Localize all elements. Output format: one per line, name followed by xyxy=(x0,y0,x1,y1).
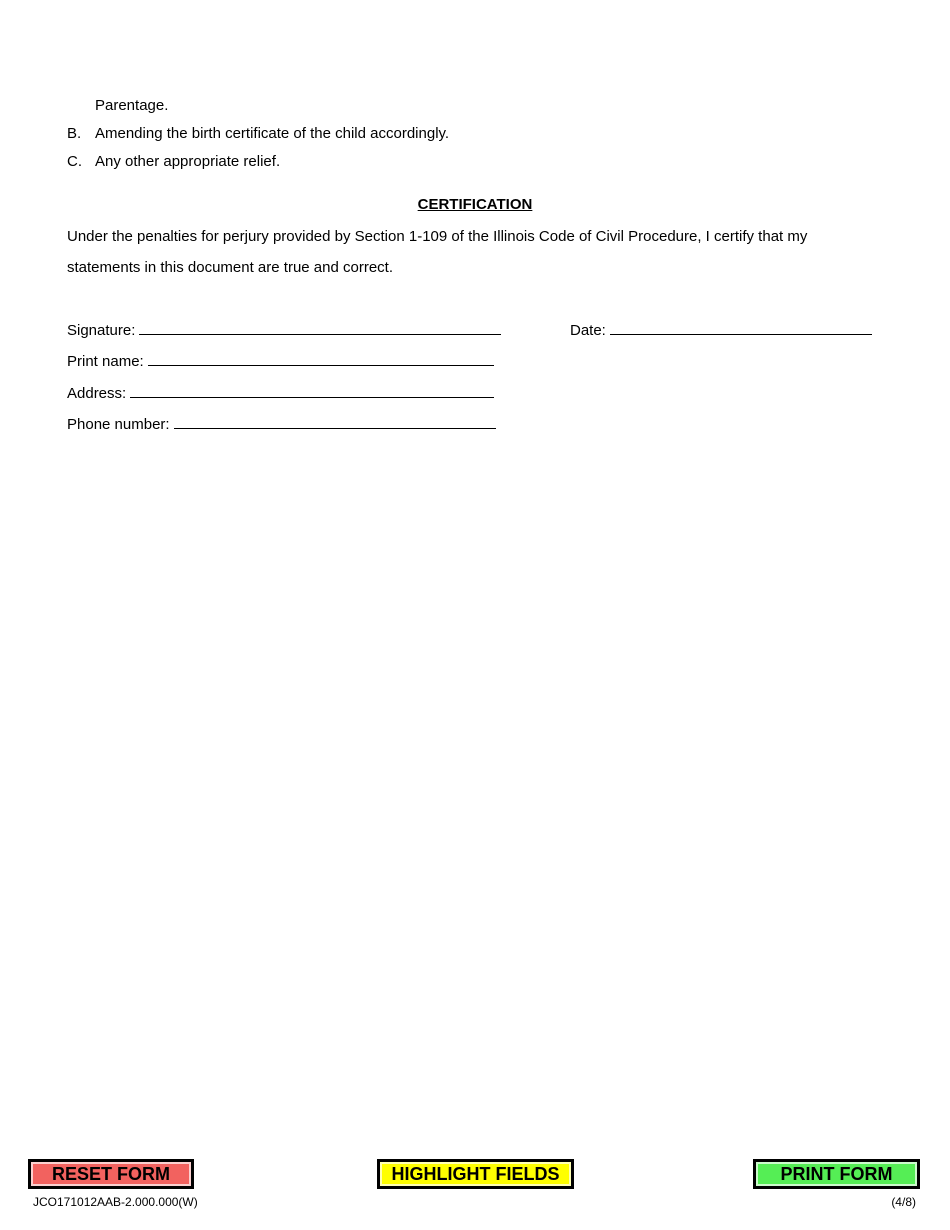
relief-item-letter: B. xyxy=(67,125,82,142)
highlight-fields-button[interactable]: HIGHLIGHT FIELDS xyxy=(377,1159,574,1189)
print-name-label: Print name: xyxy=(67,353,144,370)
date-label: Date: xyxy=(570,322,606,339)
phone-label: Phone number: xyxy=(67,416,170,433)
address-row xyxy=(67,384,494,402)
date-field[interactable] xyxy=(610,321,872,335)
form-code: JCO171012AAB-2.000.000(W) xyxy=(33,1195,198,1209)
continued-text: Parentage. xyxy=(95,97,169,114)
print-name-row xyxy=(67,352,494,370)
print-form-button[interactable]: PRINT FORM xyxy=(753,1159,920,1189)
address-label: Address: xyxy=(67,385,127,402)
date-row xyxy=(570,321,872,339)
signature-row xyxy=(67,321,501,339)
relief-item-b xyxy=(67,125,449,142)
certification-heading: CERTIFICATION xyxy=(417,196,533,213)
print-name-field[interactable] xyxy=(148,352,494,366)
address-field[interactable] xyxy=(130,384,494,398)
signature-field[interactable] xyxy=(139,321,501,335)
relief-item-text: Any other appropriate relief. xyxy=(95,153,281,170)
reset-form-button[interactable]: RESET FORM xyxy=(28,1159,194,1189)
phone-row xyxy=(67,415,496,433)
relief-item-letter: C. xyxy=(67,153,82,170)
phone-field[interactable] xyxy=(174,415,496,429)
signature-label: Signature: xyxy=(67,322,136,339)
relief-item-c xyxy=(67,153,280,170)
relief-item-text: Amending the birth certificate of the child accordingly. xyxy=(95,125,450,142)
certification-text-line-2: statements in this document are true and correct. xyxy=(67,259,393,276)
page-number: (4/8) xyxy=(891,1195,916,1209)
certification-text-line-1: Under the penalties for perjury provided by Section 1-109 of the Illinois Code of Civil Procedure, I certify that my xyxy=(67,228,808,245)
